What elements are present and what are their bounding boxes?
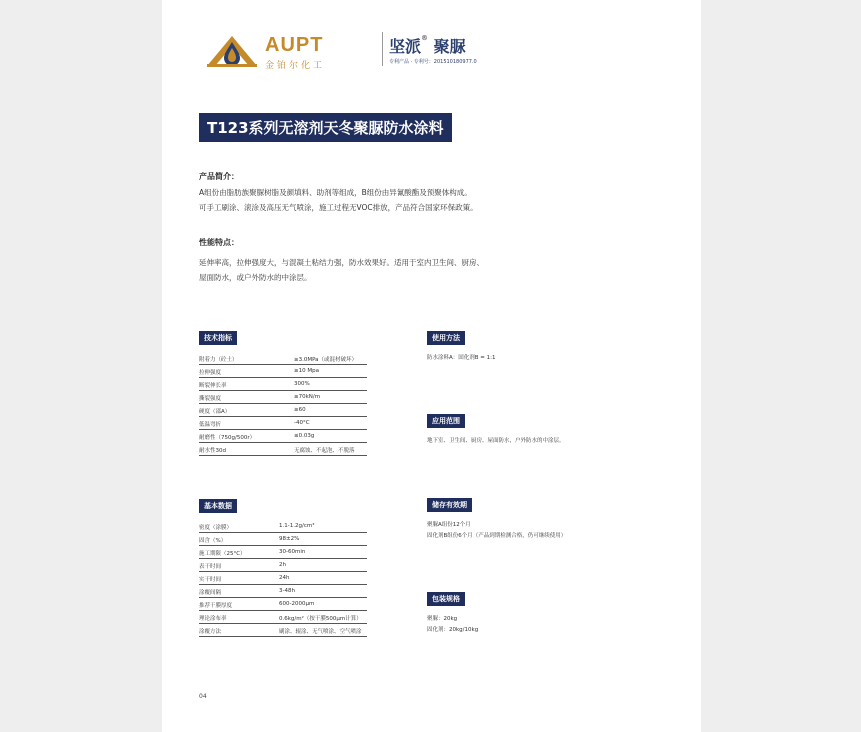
basic-tag: 基本数据: [199, 499, 237, 513]
table-row: [199, 443, 367, 456]
row-label: 附着力（砼土）: [199, 357, 238, 363]
scope-tag: 应用范围: [427, 414, 465, 428]
intro-heading: 产品简介：: [199, 172, 239, 181]
table-row: [199, 598, 367, 611]
row-label: 硬度（邵A）: [199, 409, 231, 415]
row-label: 涂覆方法: [199, 629, 222, 635]
scope-text: 地下室、卫生间、厨房、屋面防水，户外防水的中涂层。: [427, 438, 565, 444]
storage-line: 固化剂B组份6个月（产品到期检测合格，仍可继续使用）: [427, 533, 567, 539]
row-label: 断裂伸长率: [199, 383, 227, 389]
document-page: [162, 0, 701, 732]
table-row: [199, 572, 367, 585]
usage-tag: 使用方法: [427, 331, 465, 345]
product-name-2: 聚脲: [433, 37, 466, 56]
table-row: [199, 378, 367, 391]
row-label: 理论涂布率: [199, 616, 227, 622]
row-label: 密度（涂膜）: [199, 525, 233, 531]
row-label: 固含（%）: [199, 538, 227, 544]
table-row: [199, 391, 367, 404]
registered-mark: ®: [421, 34, 429, 42]
row-value: 3-48h: [279, 588, 295, 594]
page-title: T123系列无溶剂天冬聚脲防水涂料: [199, 113, 452, 142]
features-heading: 性能特点：: [199, 238, 239, 247]
features-line: 屋面防水，或户外防水的中涂层。: [199, 273, 312, 282]
table-row: [199, 533, 367, 546]
row-value: ≤0.03g: [294, 433, 315, 439]
row-label: 施工期限（25°C）: [199, 551, 246, 557]
intro-text: [199, 185, 478, 215]
row-value: 24h: [279, 575, 290, 581]
row-label: 撕裂强度: [199, 396, 222, 402]
table-row: [199, 585, 367, 598]
intro-line: A组份由脂肪族聚脲树脂及颜填料、助剂等组成，B组份由异氰酸酯及预聚体构成。: [199, 188, 472, 197]
package-line: 聚脲：20kg: [427, 616, 458, 622]
row-value: ≥70kN/m: [294, 394, 321, 400]
logo-divider: [382, 32, 383, 66]
row-value: 30-60min: [279, 549, 306, 555]
logo-product-name: [389, 34, 466, 57]
usage-text: 防水涂料A：固化剂B = 1:1: [427, 355, 496, 361]
row-value: 98±2%: [279, 536, 300, 542]
row-value: -40°C: [294, 420, 310, 426]
table-row: [199, 546, 367, 559]
row-value: 300%: [294, 381, 310, 387]
row-value: ≥60: [294, 407, 306, 413]
storage-tag: 储存有效期: [427, 498, 472, 512]
row-label: 低温弯折: [199, 422, 222, 428]
row-label: 拉伸强度: [199, 370, 222, 376]
package-text: [427, 614, 478, 636]
features-text: [199, 255, 484, 285]
intro-line: 可手工刷涂、滚涂及高压无气喷涂，施工过程无VOC排放，产品符合国家环保政策。: [199, 203, 478, 212]
table-row: [199, 417, 367, 430]
row-value: ≥10 Mpa: [294, 368, 319, 374]
table-row: [199, 365, 367, 378]
row-label: 推荐干膜厚度: [199, 603, 233, 609]
row-value: ≥3.0MPa（或混材破坏）: [294, 357, 358, 363]
tech-tag: 技术指标: [199, 331, 237, 345]
logo-brand-cn: 金铂尔化工: [265, 61, 326, 71]
row-label: 表干时间: [199, 564, 222, 570]
row-label: 耐水性30d: [199, 448, 226, 454]
row-value: 1.1-1.2g/cm³: [279, 523, 315, 529]
table-row: [199, 520, 367, 533]
page-number: 04: [199, 693, 207, 700]
tech-table: [199, 352, 367, 456]
storage-line: 聚脲A组份12个月: [427, 522, 471, 528]
table-row: [199, 352, 367, 365]
row-label: 实干时间: [199, 577, 222, 583]
features-line: 延伸率高，拉伸强度大，与混凝土粘结力强，防水效果好。适用于室内卫生间、厨房、: [199, 258, 484, 267]
logo-brand-text: AUPT: [265, 34, 324, 56]
row-value: 600-2000μm: [279, 601, 315, 607]
row-value: 0.6kg/m²（按干膜500μm计算）: [279, 616, 362, 622]
table-row: [199, 559, 367, 572]
aupt-logo-icon: [207, 32, 257, 68]
package-line: 固化剂：20kg/10kg: [427, 627, 479, 633]
row-value: 刷涂、辊涂、无气喷涂、空气喷涂: [279, 629, 362, 635]
row-value: 无腐蚀、不起泡、不脱落: [294, 448, 355, 454]
package-tag: 包装规格: [427, 592, 465, 606]
row-label: 涂覆间隔: [199, 590, 222, 596]
table-row: [199, 611, 367, 624]
product-name-1: 坚派: [389, 37, 422, 56]
table-row: [199, 430, 367, 443]
table-row: [199, 404, 367, 417]
basic-table: [199, 520, 367, 637]
patent-line: 专利产品 · 专利号：201510180977.0: [389, 59, 477, 65]
row-value: 2h: [279, 562, 286, 568]
table-row: [199, 624, 367, 637]
storage-text: [427, 520, 566, 542]
row-label: 耐磨性（750g/500r）: [199, 435, 256, 441]
